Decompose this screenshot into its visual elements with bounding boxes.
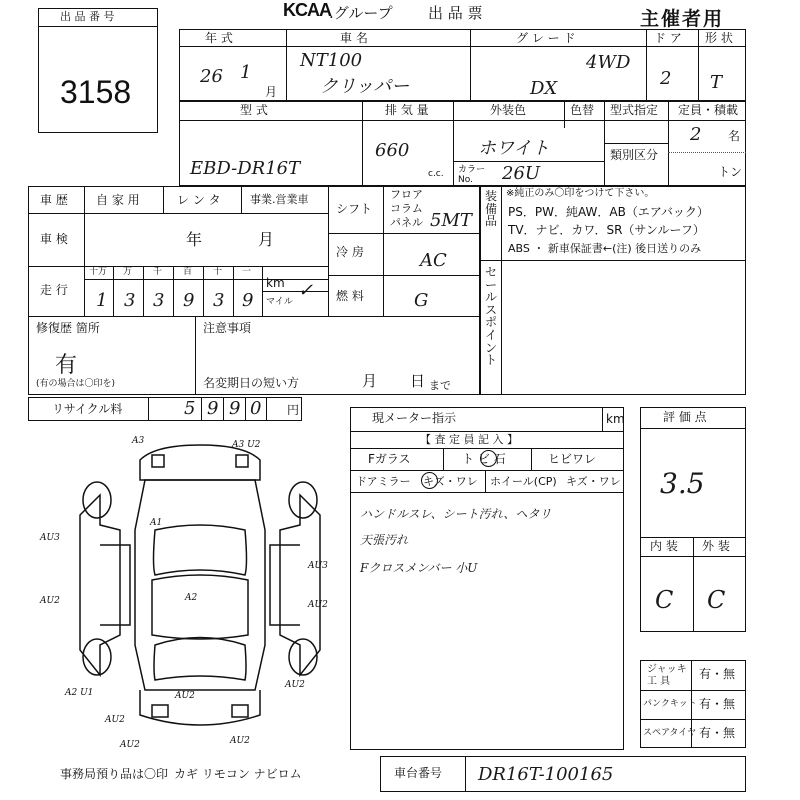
mileage-digit: 1	[96, 290, 108, 311]
year-value: 26	[200, 66, 223, 87]
glass-label: Fガラス	[368, 452, 411, 466]
equipment-line-2: TV．ナビ．カワ．SR（サンルーフ）	[508, 223, 705, 237]
wheel-option: キズ・ワレ	[566, 475, 621, 488]
model-type-label: 型 式	[240, 103, 268, 117]
shift-column: コラム	[390, 202, 423, 215]
digit-label: 一	[242, 267, 252, 277]
digit-label: 十万	[89, 267, 108, 277]
damage-mark: AU2	[40, 596, 60, 606]
history-private: 自 家 用	[96, 193, 140, 207]
damage-mark: A1	[150, 518, 163, 528]
meter-unit: km	[606, 412, 625, 426]
damage-mark: AU3	[308, 561, 328, 571]
door-label: ド ア	[654, 31, 682, 45]
repair-note: (有の場合は〇印を)	[36, 379, 116, 389]
repair-value: 有	[55, 353, 78, 378]
km-check-mark: ✓	[298, 280, 314, 301]
equipment-note: ※純正のみ〇印をつけて下さい。	[506, 188, 655, 199]
recycle-label: リサイクル料	[52, 402, 123, 416]
mileage-digit: 3	[153, 290, 165, 311]
model-name: クリッパー	[320, 76, 410, 97]
form-title: 出 品 票	[428, 4, 483, 22]
damage-mark: AU2	[175, 691, 195, 701]
history-label: 車 歴	[40, 193, 68, 207]
damage-mark: AU2	[105, 715, 125, 725]
lot-number-label: 出 品 番 号	[60, 10, 115, 23]
score-label: 評 価 点	[663, 410, 707, 424]
transfer-label: 名変期日の短い方	[203, 376, 300, 390]
transfer-suffix: まで	[429, 379, 451, 392]
capacity-value: 2	[690, 124, 702, 145]
chassis-label: 車台番号	[394, 766, 443, 780]
month-unit: 月	[265, 85, 278, 99]
body-type-value: T	[710, 72, 723, 93]
door-value: 2	[660, 68, 672, 89]
wheel-label: ホイール(CP)	[490, 475, 557, 488]
organizer-label: 主催者用	[640, 8, 725, 30]
inspector-note: 天張汚れ	[360, 533, 409, 547]
month-value: 1	[240, 62, 252, 83]
shift-label: シフト	[336, 202, 373, 216]
color-number-value: 26U	[502, 163, 541, 184]
score-value: 3.5	[660, 467, 705, 500]
mirror-option: キズ・ワレ	[423, 475, 478, 488]
damage-mark: AU3	[40, 533, 60, 543]
recycle-unit: 円	[287, 403, 300, 417]
damage-mark: AU2	[120, 740, 140, 750]
jack-yes-no: 有・無	[699, 667, 736, 681]
year-label: 年 式	[205, 31, 233, 45]
puncture-kit-label: パンクキット	[643, 699, 697, 709]
shift-panel: パネル	[390, 216, 423, 229]
transfer-day: 日	[410, 372, 426, 390]
fuel-value: G	[414, 290, 429, 311]
model-code: NT100	[300, 50, 363, 71]
recycle-digit: 0	[250, 398, 262, 419]
cc-unit: c.c.	[428, 169, 444, 179]
digit-label: 十	[213, 267, 223, 277]
inspector-note: Fクロスメンバー 小U	[360, 561, 478, 575]
mileage-digit: 3	[124, 290, 136, 311]
body-type-label: 形 状	[705, 31, 733, 45]
transfer-month: 月	[362, 372, 378, 390]
color-number-label: カラー No.	[458, 165, 486, 185]
damage-mark: A3 U2	[232, 440, 261, 450]
capacity-label: 定員・積載	[678, 103, 739, 117]
recycle-digit: 5	[184, 398, 196, 419]
equipment-label: 装備品	[484, 189, 497, 229]
office-note: 事務局預り品は〇印	[60, 767, 169, 781]
meter-label: 現メーター指示	[372, 411, 457, 425]
glass-chip-circle	[480, 450, 497, 467]
group-label: .グループ	[329, 4, 393, 22]
history-commercial: 事業.営業車	[250, 193, 309, 206]
shift-floor: フロア	[390, 188, 423, 201]
damage-mark: A3	[132, 436, 145, 446]
exterior-color-label: 外装色	[490, 103, 527, 117]
recycle-digit: 9	[207, 398, 219, 419]
sale-point-label: セールスポイント	[484, 265, 497, 368]
inspector-note: ハンドルスレ、シート汚れ、ヘタリ	[360, 507, 552, 521]
inspection-month: 月	[258, 230, 275, 249]
damage-mark: AU2	[285, 680, 305, 690]
glass-chip: ト ビ 石	[462, 452, 506, 466]
mirror-circle	[421, 472, 438, 489]
equipment-line-3: ABS ・ 新車保証書←(注) 後日送りのみ	[508, 242, 702, 255]
grade-label: グ レ ー ド	[516, 31, 576, 45]
car-outline	[80, 445, 320, 725]
digit-label: 万	[123, 267, 133, 277]
repair-label: 修復歴 箇所	[36, 321, 100, 335]
ton-unit: トン	[718, 165, 743, 179]
equipment-line-1: PS．PW．純AW．AB（エアバック）	[508, 205, 709, 219]
displacement-value: 660	[375, 140, 410, 161]
recycle-digit: 9	[229, 398, 241, 419]
mileage-label: 走 行	[40, 283, 68, 297]
jack-label: ジャッキ 工 具	[647, 664, 687, 687]
mileage-digit: 9	[242, 290, 254, 311]
mileage-digit: 9	[183, 290, 195, 311]
damage-mark: A2	[185, 593, 198, 603]
glass-crack: ヒビワレ	[548, 452, 597, 466]
exterior-color-value: ホワイト	[478, 138, 550, 159]
fuel-label: 燃 料	[336, 289, 364, 303]
history-rental: レ ン タ	[177, 193, 221, 207]
damage-mark: AU2	[230, 736, 250, 746]
category-label: 類別区分	[610, 148, 659, 162]
inspection-year: 年	[186, 230, 203, 249]
interior-label: 内 装	[650, 539, 678, 553]
grade-drive: 4WD	[586, 52, 631, 73]
type-designation-label: 型式指定	[610, 103, 659, 117]
lot-number: 3158	[60, 74, 132, 110]
digit-label: 千	[153, 267, 163, 277]
interior-grade: C	[655, 586, 674, 614]
shift-value: 5MT	[430, 210, 472, 231]
car-damage-diagram	[40, 435, 350, 760]
mileage-digit: 3	[213, 290, 225, 311]
exterior-label: 外 装	[702, 539, 730, 553]
km-unit: km	[266, 276, 285, 290]
caution-label: 注意事項	[203, 321, 252, 335]
exterior-grade: C	[707, 586, 726, 614]
chassis-number: DR16T-100165	[478, 764, 614, 785]
spare-tire-label: スペアタイヤ	[643, 728, 697, 738]
damage-mark: A2 U1	[65, 688, 94, 698]
displacement-label: 排 気 量	[385, 103, 429, 117]
spare-yes-no: 有・無	[699, 726, 736, 740]
brand-logo: KCAA	[283, 0, 331, 20]
ac-label: 冷 房	[336, 245, 364, 259]
capacity-unit: 名	[728, 129, 741, 143]
model-type-value: EBD-DR16T	[190, 158, 301, 179]
color-change-label: 色替	[570, 103, 595, 117]
digit-label: 百	[183, 267, 193, 277]
grade-value: DX	[530, 78, 558, 99]
model-label: 車 名	[340, 31, 368, 45]
damage-mark: AU2	[308, 600, 328, 610]
inspection-label: 車 検	[40, 232, 68, 246]
mirror-label: ドアミラー	[356, 475, 411, 488]
office-items: カギ リモコン ナビロム	[174, 767, 302, 781]
inspector-header: 【 査 定 員 記 入 】	[420, 433, 518, 446]
mile-unit: マイル	[266, 297, 293, 307]
puncture-yes-no: 有・無	[699, 697, 736, 711]
ac-value: AC	[420, 250, 447, 271]
